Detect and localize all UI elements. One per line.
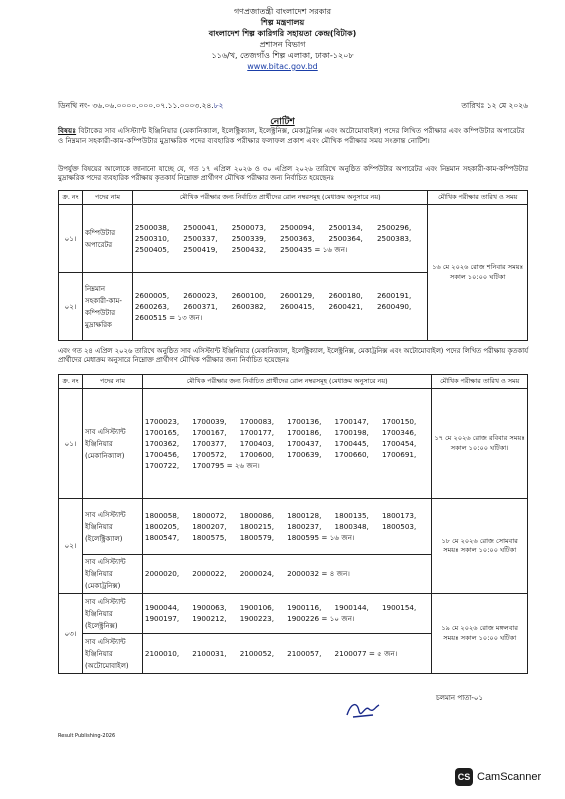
row-sl: ০২। (59, 499, 83, 594)
memo-number: ডিনথি নং- ৩৬.০৬.০০০০.০০০.০৭.১১.০০০৩.২৪. (58, 101, 214, 110)
table-engineer-posts (58, 374, 528, 674)
roll-number: 2600515 = ১৩ জন। (134, 312, 203, 322)
header-rolls: মৌখিক পরীক্ষার জন্য নির্বাচিত প্রার্থীদের রোল নম্বরসমূহ (মেধাক্রম অনুসারে নয়) (142, 375, 432, 389)
row-post: নিম্নমান সহকারী-কাম-কম্পিউটার মুদ্রাক্ষরিক (82, 273, 132, 341)
row-post: সাব এসিস্ট্যান্ট ইঞ্জিনিয়ার (ইলেক্ট্রনিক্স) (82, 594, 142, 634)
row-rolls (142, 594, 432, 634)
roll-number: 2500363, (280, 233, 315, 243)
roll-number: 1700039, (192, 416, 227, 426)
table-header-row (59, 375, 528, 389)
roll-number: 2000032 = ৪ জন। (287, 569, 350, 578)
signature (343, 697, 383, 727)
roll-number: 1700639, (287, 449, 322, 459)
header-line-5: ১১৬/খ, তেজগাঁও শিল্প এলাকা, ঢাকা-১২০৮ (211, 51, 354, 60)
subject-block (58, 126, 528, 146)
row-schedule: ১৯ মে ২০২৬ রোজ মঙ্গলবার সময়ঃ সকাল ১০:০০ ঘটিকা (432, 594, 528, 674)
roll-number: 1700795 = ২৬ জন। (192, 460, 260, 470)
header-post: পদের নাম (82, 191, 132, 205)
roll-number: 2500038, (134, 222, 170, 232)
roll-number: 2000024, (239, 569, 274, 578)
roll-number: 1800072, (192, 510, 227, 520)
header-line-3: বাংলাদেশ শিল্প কারিগরি সহায়তা কেন্দ্র(বিটাক) (208, 29, 357, 38)
header-post: পদের নাম (82, 375, 142, 389)
row-post: কম্পিউটার অপারেটর (82, 205, 132, 273)
roll-number: 1700454, (381, 438, 417, 448)
roll-number: 2100052, (239, 648, 274, 658)
camscanner-watermark (455, 768, 541, 786)
roll-number: 2600180, (328, 290, 363, 300)
roll-number: 1800348, (334, 521, 369, 531)
roll-number: 2500383, (376, 233, 412, 243)
roll-number: 2500041, (183, 222, 218, 232)
roll-number: 1800503, (381, 521, 417, 531)
roll-number: 1800086, (239, 510, 274, 520)
header-line-2: শিল্প মন্ত্রণালয় (260, 18, 305, 27)
header-schedule: মৌখিক পরীক্ষার তারিখ ও সময় (428, 191, 528, 205)
roll-number: 2500073, (231, 222, 266, 232)
roll-number: 1700403, (239, 438, 274, 448)
roll-number: 1900197, (144, 614, 180, 623)
roll-number: 1800135, (334, 510, 369, 520)
continued-page-note: চলমান পাতা-০১ (436, 694, 483, 702)
row-sl: ০১। (59, 389, 83, 499)
roll-number: 1800237, (287, 521, 322, 531)
roll-number: 1700600, (239, 449, 274, 459)
notice-title: নোটিশ (270, 117, 295, 127)
roll-number: 1900226 = ১০ জন। (287, 614, 355, 623)
roll-number: 2500134, (328, 222, 363, 232)
roll-number: 1700572, (192, 449, 227, 459)
roll-number: 2600005, (134, 290, 170, 300)
roll-number: 2500094, (280, 222, 315, 232)
roll-number: 1800575, (192, 532, 227, 542)
roll-number: 1700150, (381, 416, 417, 426)
roll-number: 2500435 = ১৬ জন। (280, 244, 348, 254)
roll-number: 2500296, (376, 222, 412, 232)
header-sl: ক্র. নং (59, 191, 83, 205)
table-row (59, 594, 528, 634)
roll-number: 1700023, (144, 416, 180, 426)
roll-number: 1900063, (192, 603, 227, 612)
roll-number: 1900116, (287, 603, 322, 612)
roll-number: 1800058, (144, 510, 180, 520)
roll-number: 1900223, (239, 614, 274, 623)
notice-date: তারিখঃ ১২ মে ২০২৬ (461, 101, 528, 110)
roll-number: 2600490, (376, 301, 412, 311)
roll-number: 2000020, (144, 569, 180, 578)
row-rolls (142, 555, 432, 594)
roll-number: 2500339, (231, 233, 266, 243)
table-header-row (59, 191, 528, 205)
roll-number: 2600263, (134, 301, 170, 311)
roll-number: 1700445, (334, 438, 369, 448)
roll-number: 1900154, (381, 603, 417, 612)
row-rolls (142, 389, 432, 499)
gov-header (0, 6, 565, 72)
table-row (59, 205, 528, 273)
row-post: সাব এসিস্ট্যান্ট ইঞ্জিনিয়ার (ইলেক্ট্রিক্যাল) (82, 499, 142, 555)
roll-number: 2600382, (231, 301, 266, 311)
roll-number: 1800128, (287, 510, 322, 520)
roll-number: 1800205, (144, 521, 180, 531)
header-sl: ক্র. নং (59, 375, 83, 389)
roll-number: 1700362, (144, 438, 180, 448)
roll-number: 1700456, (144, 449, 180, 459)
roll-number: 2100031, (192, 648, 227, 658)
row-post: সাব এসিস্ট্যান্ট ইঞ্জিনিয়ার (অটোমোবাইল) (82, 634, 142, 674)
roll-number: 1900144, (334, 603, 369, 612)
row-sl: ০২। (59, 273, 83, 341)
roll-number: 1700083, (239, 416, 274, 426)
roll-number: 2600129, (280, 290, 315, 300)
roll-number: 1700198, (334, 427, 369, 437)
roll-number: 2500337, (183, 233, 218, 243)
row-schedule: ১৮ মে ২০২৬ রোজ সোমবার সময়ঃ সকাল ১০:০০ ঘটিকা (432, 499, 528, 594)
roll-number: 1900106, (239, 603, 274, 612)
row-post: সাব এসিস্ট্যান্ট ইঞ্জিনিয়ার (মেকাট্রনিক্স) (82, 555, 142, 594)
roll-number: 1800215, (239, 521, 274, 531)
row-rolls (142, 499, 432, 555)
subject-label: বিষয়ঃ (58, 126, 77, 135)
roll-number: 1800207, (192, 521, 227, 531)
row-sl: ০৩। (59, 594, 83, 674)
row-schedule: ১৬ মে ২০২৬ রোজ শনিবার সময়ঃ সকাল ১০:০০ ঘটিকা (428, 205, 528, 341)
roll-number: 1700136, (287, 416, 322, 426)
roll-number: 1800579, (239, 532, 274, 542)
row-post: সাব এসিস্ট্যান্ট ইঞ্জিনিয়ার (মেকানিক্যাল) (82, 389, 142, 499)
roll-number: 1700691, (381, 449, 417, 459)
memo-suffix: ৮২ (213, 101, 224, 110)
roll-number: 1900212, (192, 614, 227, 623)
header-line-4: প্রশাসন বিভাগ (259, 40, 306, 49)
roll-number: 1700186, (287, 427, 322, 437)
row-schedule: ১৭ মে ২০২৬ রোজ রবিবার সময়ঃ সকাল ১০:০০ ঘটিকা। (432, 389, 528, 499)
header-rolls: মৌখিক পরীক্ষার জন্য নির্বাচিত প্রার্থীদের রোল নম্বরসমূহ (মেধাক্রম অনুসারে নয়) (132, 191, 428, 205)
roll-number: 2100077 = ৫ জন। (334, 648, 398, 658)
header-line-1: গণপ্রজাতন্ত্রী বাংলাদেশ সরকার (233, 7, 332, 16)
roll-number: 1700346, (381, 427, 417, 437)
roll-number: 1800173, (381, 510, 417, 520)
roll-number: 2500432, (231, 244, 266, 254)
roll-number: 2500405, (134, 244, 170, 254)
roll-number: 1800547, (144, 532, 180, 542)
roll-number: 2600421, (328, 301, 363, 311)
roll-number: 1900044, (144, 603, 180, 612)
footer-reference: Result Publishing-2026 (58, 733, 116, 739)
roll-number: 1700722, (144, 460, 180, 470)
roll-number: 2600415, (280, 301, 315, 311)
reference-line (58, 101, 528, 113)
roll-number: 2600023, (183, 290, 218, 300)
row-rolls (132, 205, 428, 273)
roll-number: 1700147, (334, 416, 369, 426)
roll-number: 1700660, (334, 449, 369, 459)
table-computer-posts (58, 190, 528, 341)
roll-number: 1800595 = ১৬ জন। (287, 532, 355, 542)
table-row (59, 389, 528, 499)
roll-number: 1700167, (192, 427, 227, 437)
camscanner-icon: CS (455, 768, 473, 786)
roll-number: 2500364, (328, 233, 363, 243)
header-schedule: মৌখিক পরীক্ষার তারিখ ও সময় (432, 375, 528, 389)
row-rolls (132, 273, 428, 341)
row-rolls (142, 634, 432, 674)
roll-number: 2000022, (192, 569, 227, 578)
roll-number: 1700165, (144, 427, 180, 437)
website-link[interactable]: www.bitac.gov.bd (247, 62, 318, 71)
roll-number: 2500310, (134, 233, 170, 243)
intro-paragraph-1: উপর্যুক্ত বিষয়ের আলোকে জানানো যাচ্ছে যে, গত ১৭ এপ্রিল ২০২৬ ও ৩০ এপ্রিল ২০২৬ তারিখে অনুষ্ঠিত কম্পিউটার অপারেটর এবং নিম্নমান সহকারী-কাম-কম্পিউটার মুদ্রাক্ষরিক পদের ব্যবহারিক পরীক্ষায় কৃতকার্য নিম্নোক্ত প্রার্থীগণ মৌখিক পরীক্ষার জন্য নির্বাচিত হয়েছেনঃ (58, 165, 528, 182)
intro-paragraph-2: এবং গত ২৪ এপ্রিল ২০২৬ তারিখে অনুষ্ঠিত সাব এসিস্ট্যান্ট ইঞ্জিনিয়ার (মেকানিক্যাল, ইলেক্ট্রিক্যাল, ইলেক্ট্রনিক্স, মেকাট্রনিক্স এবং অটোমোবাইল) পদের লিখিত পরীক্ষায় কৃতকার্য প্রার্থীদের মেধাক্রম অনুসারে নিম্নোক্ত প্রার্থীগণ মৌখিক পরীক্ষার জন্য নির্বাচিত হয়েছেনঃ (58, 347, 528, 364)
roll-number: 2600371, (183, 301, 218, 311)
roll-number: 2600191, (376, 290, 412, 300)
roll-number: 1700437, (287, 438, 322, 448)
roll-number: 2600100, (231, 290, 266, 300)
table-row (59, 499, 528, 555)
roll-number: 2100010, (144, 648, 180, 658)
roll-number: 1700377, (192, 438, 227, 448)
roll-number: 2100057, (287, 648, 322, 658)
subject-text: বিটাকের সাব এসিস্ট্যান্ট ইঞ্জিনিয়ার (মেকানিক্যাল, ইলেক্ট্রিক্যাল, ইলেক্ট্রনিক্স, মেকাট্রনিক্স এবং অটোমোবাইল) পদের লিখিত পরীক্ষার এবং কম্পিউটার অপারেটর ও নিম্নমান সহকারী-কাম-কম্পিউটার মুদ্রাক্ষরিক পদের ব্যবহারিক পরীক্ষার ফলাফল প্রকাশ এবং মৌখিক পরীক্ষার সময় সংক্রান্ত নোটিশ। (58, 126, 525, 145)
roll-number: 2500419, (183, 244, 218, 254)
row-sl: ০১। (59, 205, 83, 273)
camscanner-label: CamScanner (477, 771, 542, 783)
roll-number: 1700177, (239, 427, 274, 437)
